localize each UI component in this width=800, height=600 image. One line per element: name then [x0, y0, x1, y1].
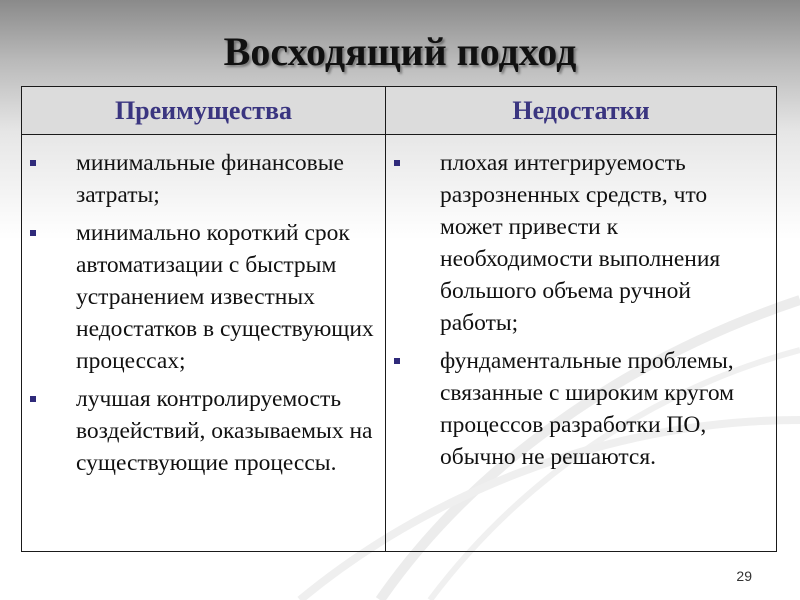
disadvantage-text: плохая интегрируемость разрозненных средств, что может привести к необходимости выполнения большого объема ручной работы; [440, 150, 721, 336]
list-item [26, 383, 377, 479]
page-number: 29 [736, 568, 752, 584]
slide-title: Восходящий подход [223, 29, 577, 74]
square-bullet-icon [394, 160, 400, 166]
list-item [390, 147, 768, 339]
disadvantages-list [386, 135, 776, 551]
list-item [390, 345, 768, 473]
disadvantages-header: Недостатки [386, 87, 776, 135]
advantage-text: лучшая контролируемость воздействий, оказываемых на существующие процессы. [76, 386, 373, 476]
advantages-header: Преимущества [22, 87, 386, 135]
disadvantage-text: фундаментальные проблемы, связанные с широким кругом процессов разработки ПО, обычно не решаются. [440, 348, 735, 470]
comparison-table [21, 86, 777, 552]
square-bullet-icon [30, 230, 36, 236]
square-bullet-icon [30, 396, 36, 402]
list-item [26, 217, 377, 377]
advantages-list [22, 135, 386, 551]
list-item [26, 147, 377, 211]
square-bullet-icon [30, 160, 36, 166]
square-bullet-icon [394, 358, 400, 364]
advantage-text: минимальные финансовые затраты; [76, 150, 344, 208]
advantage-text: минимально короткий срок автоматизации с быстрым устранением известных недостатков в существующих процессах; [76, 220, 374, 374]
